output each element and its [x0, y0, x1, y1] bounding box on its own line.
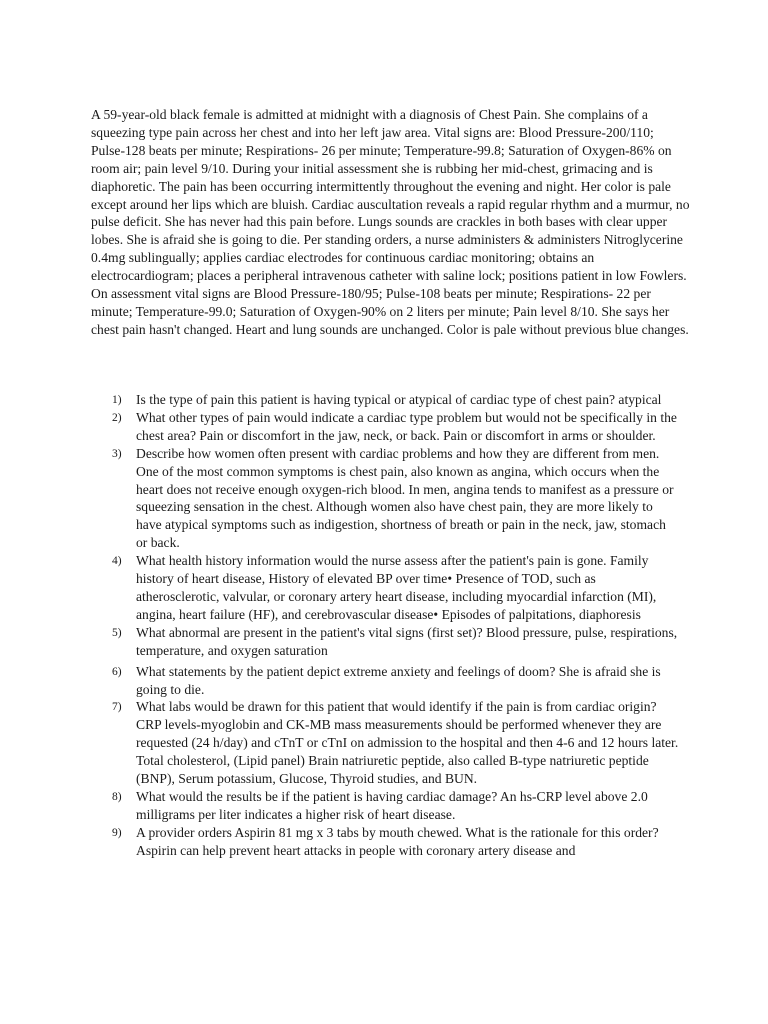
question-number: 9) — [112, 826, 122, 839]
question-item-2 — [112, 409, 680, 445]
question-item-3 — [112, 445, 680, 552]
question-number: 7) — [112, 701, 122, 714]
question-text: Describe how women often present with cardiac problems and how they are different from men. One of the most common symptoms is chest pain, also known as angina, which occurs when the heart does not receive enough oxygen-rich blood. In men, angina tends to manifest as a pressure or squeezing sensation in the chest. Although women also have chest pain, they are more likely to have atypical symptoms such as indigestion, shortness of breath or pain in the neck, jaw, stomach or back. — [136, 445, 674, 551]
question-number: 4) — [112, 555, 122, 568]
question-number: 8) — [112, 790, 122, 803]
question-text: What other types of pain would indicate a cardiac type problem but would not be specifically in the chest area? Pain or discomfort in the jaw, neck, or back. Pain or discomfort in arms or shoulder. — [136, 409, 677, 443]
question-number: 6) — [112, 665, 122, 678]
question-item-8 — [112, 788, 680, 824]
case-study-paragraph: A 59-year-old black female is admitted at midnight with a diagnosis of Chest Pain. She complains of a squeezing type pain across her chest and into her left jaw area. Vital signs are: Blood Pressure-200/110; Pulse-128 beats per minute; Respirations- 26 per minute; Temperature-99.8; Saturation of Oxygen-86% on room air; pain level 9/10. During your initial assessment she is rubbing her mid-chest, grimacing and is diaphoretic. The pain has been occurring intermittently throughout the evening and night. Her color is pale except around her lips which are bluish. Cardiac auscultation reveals a rapid regular rhythm and a murmur, no pulse deficit. She has never had this pain before. Lungs sounds are crackles in both bases with clear upper lobes. She is afraid she is going to die. Per standing orders, a nurse administers & administers Nitroglycerine 0.4mg sublingually; applies cardiac electrodes for continuous cardiac monitoring; obtains an electrocardiogram; places a peripheral intravenous catheter with saline lock; positions patient in low Fowlers. On assessment vital signs are Blood Pressure-180/95; Pulse-108 beats per minute; Respirations- 22 per minute; Temperature-99.0; Saturation of Oxygen-90% on 2 liters per minute; Pain level 8/10. She says her chest pain hasn't changed. Heart and lung sounds are unchanged. Color is pale without previous blue changes. — [91, 107, 690, 337]
question-item-5 — [112, 624, 680, 660]
question-number: 2) — [112, 411, 122, 424]
question-number: 1) — [112, 394, 122, 406]
question-item-1 — [112, 391, 680, 409]
question-text: What would the results be if the patient is having cardiac damage? An hs-CRP level above 2.0 milligrams per liter indicates a higher risk of heart disease. — [136, 788, 648, 822]
question-item-7 — [112, 698, 680, 788]
question-item-6 — [112, 663, 680, 699]
question-text: A provider orders Aspirin 81 mg x 3 tabs by mouth chewed. What is the rationale for this order? Aspirin can help prevent heart attacks in people with coronary artery disease and — [136, 824, 659, 858]
question-text: What labs would be drawn for this patient that would identify if the pain is from cardiac origin? CRP levels-myoglobin and CK-MB mass measurements should be performed whenever they are requested (24 h/day) and cTnT or cTnI on admission to the hospital and then 4-6 and 12 hours later. Total cholesterol, (Lipid panel) Brain natriuretic peptide, also called B-type natriuretic peptide (BNP), Serum potassium, Glucose, Thyroid studies, and BUN. — [136, 699, 679, 787]
question-text: Is the type of pain this patient is having typical or atypical of cardiac type of chest pain? atypical — [136, 392, 662, 407]
question-list — [112, 391, 680, 860]
question-item-4 — [112, 552, 680, 624]
question-item-9 — [112, 824, 680, 860]
question-text: What statements by the patient depict extreme anxiety and feelings of doom? She is afraid she is going to die. — [136, 663, 661, 697]
question-text: What abnormal are present in the patient's vital signs (first set)? Blood pressure, pulse, respirations, temperature, and oxygen saturation — [136, 624, 678, 658]
question-number: 3) — [112, 447, 122, 460]
question-text: What health history information would the nurse assess after the patient's pain is gone. Family history of heart disease, History of elevated BP over time• Presence of TOD, such as atherosclerotic, valvular, or coronary artery heart disease, including myocardial infarction (MI), angina, heart failure (HF), and cerebrovascular disease• Episodes of palpitations, diaphoresis — [136, 553, 657, 622]
question-number: 5) — [112, 626, 122, 639]
